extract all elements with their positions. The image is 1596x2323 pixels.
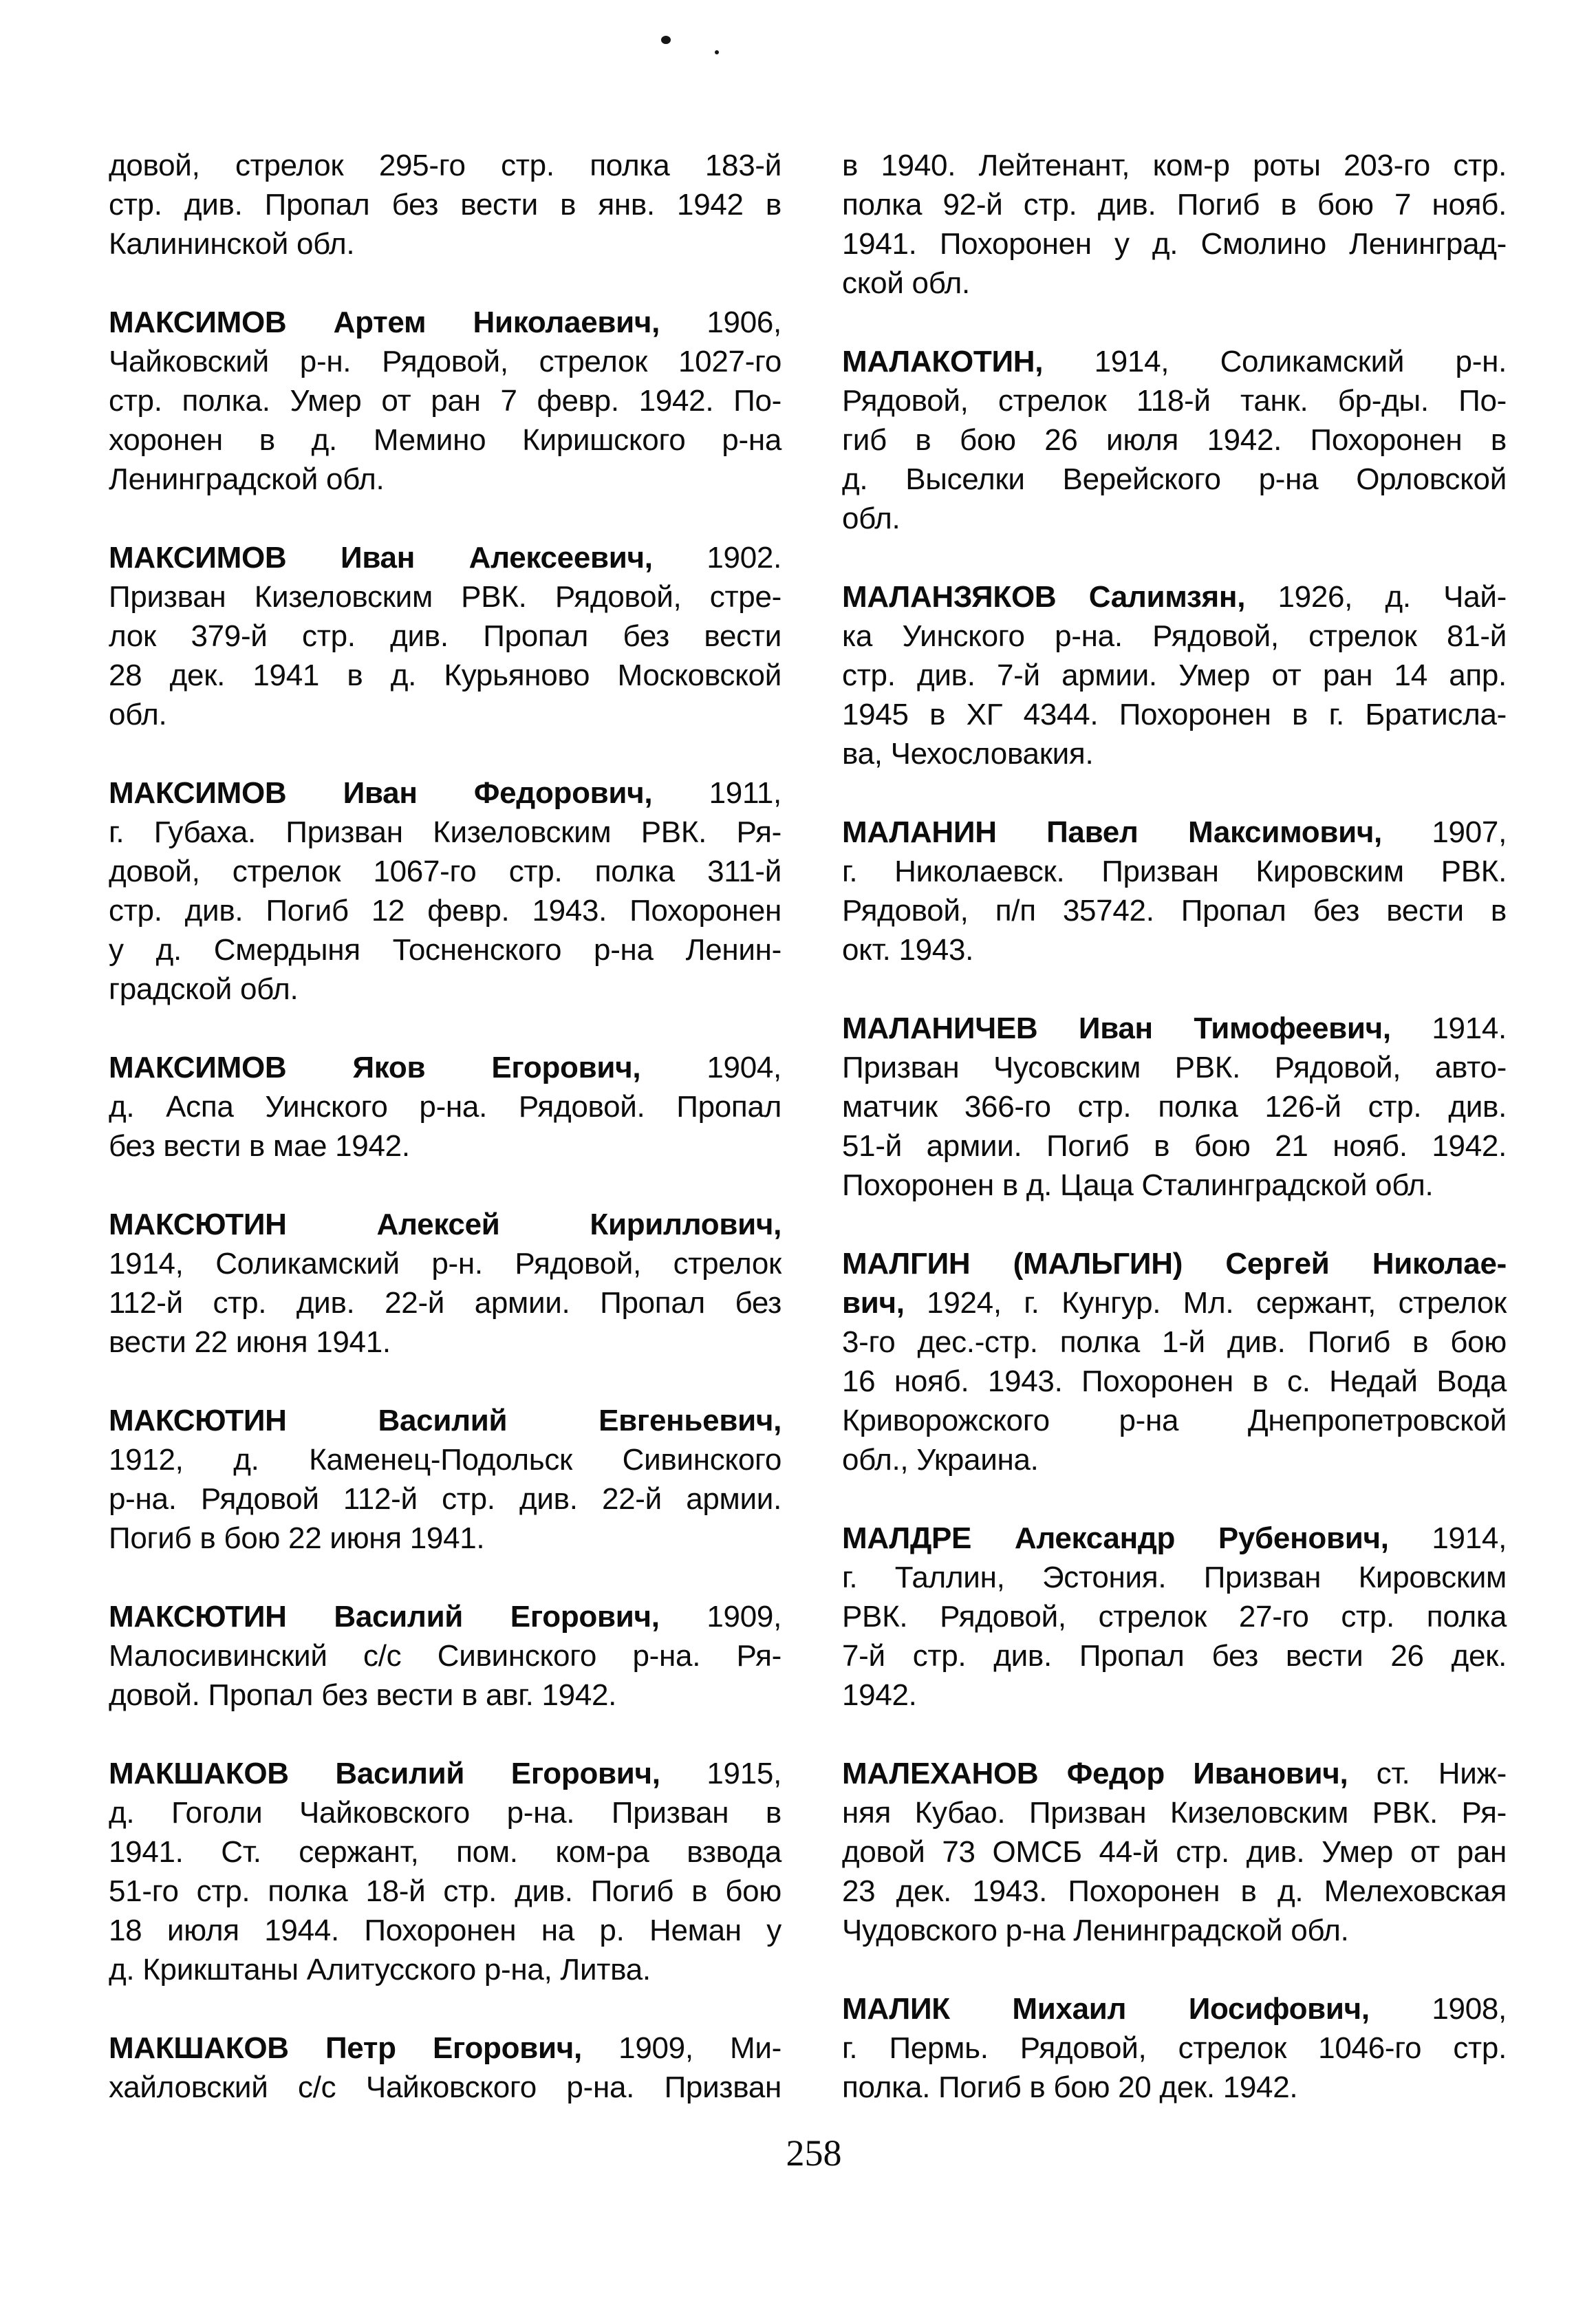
entry-text: Ленинградской обл. [109,462,385,496]
entry [842,1519,1507,1715]
entry-text: 1902. [652,541,781,575]
entry-text: 7-й стр. див. Пропал без вести 26 дек. [842,1639,1507,1673]
entry [842,1244,1507,1479]
entry-text: полка 92-й стр. див. Погиб в бою 7 нояб. [842,188,1507,222]
entry-line [109,1440,781,1479]
entry-text: полка. Погиб в бою 20 дек. 1942. [842,2070,1298,2104]
entry-line [109,970,781,1009]
entry-text: 1941. Ст. сержант, пом. ком-ра взвода [109,1835,781,1869]
entry-text: 1945 в ХГ 4344. Похоронен в г. Братисла- [842,698,1507,731]
entry-line [842,656,1507,695]
entry-text: 1909, [659,1600,781,1634]
entry-line [842,1558,1507,1597]
entry-text: ст. Ниж- [1348,1757,1507,1790]
entry [109,538,781,734]
entry-line [842,460,1507,499]
entry-line [109,1126,781,1166]
entry-name-bold: МАЛИК Михаил Иосифович, [842,1992,1370,2026]
entry-text: г. Губаха. Призван Кизеловским РВК. Ря- [109,815,781,849]
entry-name-bold: МАКСИМОВ Иван Алексеевич, [109,541,653,575]
entry-line [109,460,781,499]
entry-line [842,1362,1507,1401]
entry-text: г. Таллин, Эстония. Призван Кировским [842,1561,1507,1594]
entry-name-bold: МАЛАНИН Павел Максимович, [842,815,1382,849]
entry-line [109,1519,781,1558]
entry-text: обл. [842,502,901,535]
entry-line [109,303,781,342]
entry-text: 1914, [1388,1521,1507,1555]
entry-text: 1914, Соликамский р-н. Рядовой, стрелок [109,1247,781,1281]
entry-line [842,224,1507,264]
entry-line [109,146,781,185]
entry-text: 1941. Похоронен у д. Смолино Ленинград- [842,227,1507,261]
entry-line [842,1793,1507,1832]
entry-text: лок 379-й стр. див. Пропал без вести [109,619,781,653]
entry-name-bold: МАКСИМОВ Артем Николаевич, [109,306,660,339]
entry [109,773,781,1009]
entry-text: градской обл. [109,972,299,1006]
entry [109,303,781,499]
entry-name-bold: МАЛЕХАНОВ Федор Иванович, [842,1757,1348,1790]
entry-line [842,2028,1507,2068]
entry-name-bold: МАКСИМОВ Яков Егорович, [109,1051,641,1084]
entry-text: Криворожского р-на Днепропетровской [842,1404,1507,1437]
entry-text: няя Кубао. Призван Кизеловским РВК. Ря- [842,1796,1507,1830]
entry-line [842,1048,1507,1087]
entry [109,2028,781,2107]
entry-line [842,695,1507,734]
column-left [109,146,781,2107]
scan-speck [661,36,671,44]
entry-name-bold: МАЛАНЗЯКОВ Салимзян, [842,580,1246,614]
entry-line [842,1087,1507,1126]
entry-text: Рядовой, п/п 35742. Пропал без вести в [842,894,1507,928]
entry-text: г. Николаевск. Призван Кировским РВК. [842,855,1507,888]
entry-line [842,734,1507,773]
entry-line [109,1283,781,1323]
entry [842,1009,1507,1205]
entry [109,1597,781,1715]
entry-line [842,1323,1507,1362]
entry-text: РВК. Рядовой, стрелок 27-го стр. полка [842,1600,1507,1634]
entry-line [109,1872,781,1911]
entry-name-bold: МАКСЮТИН Василий Евгеньевич, [109,1404,781,1437]
entry-line [842,1989,1507,2028]
entry-line [109,813,781,852]
entry-line [109,577,781,617]
entry-text: окт. 1943. [842,933,974,967]
entry-text: стр. див. Погиб 12 февр. 1943. Похоронен [109,894,781,928]
entry-line [842,1009,1507,1048]
entry-line [842,891,1507,930]
column-right [842,146,1507,2107]
entry-text: обл. [109,698,167,731]
entry-line [109,224,781,264]
entry [842,813,1507,970]
entry-text: 1924, г. Кунгур. Мл. сержант, стрелок [904,1286,1507,1320]
entry-text: стр. див. Пропал без вести в янв. 1942 в [109,188,781,222]
entry-line [842,1636,1507,1676]
entry-text: р-на. Рядовой 112-й стр. див. 22-й армии. [109,1482,781,1516]
entry [842,577,1507,773]
entry-text: хайловский с/с Чайковского р-на. Призван [109,2070,781,2104]
entry-text: 1912, д. Каменец-Подольск Сивинского [109,1443,781,1477]
entry-line [842,2068,1507,2107]
entry-line [842,381,1507,420]
entry-line [109,538,781,577]
entry-text: Малосивинский с/с Сивинского р-на. Ря- [109,1639,781,1673]
entry-line [109,1244,781,1283]
entry-line [842,1597,1507,1636]
entry-text: 112-й стр. див. 22-й армии. Пропал без [109,1286,781,1320]
entry-line [109,1636,781,1676]
entry-line [842,1244,1507,1283]
entry-text: Погиб в бою 22 июня 1941. [109,1521,485,1555]
entry-line [109,1832,781,1872]
entry-text: 1915, [660,1757,781,1790]
entry-line [842,499,1507,538]
entry-text: 1904, [640,1051,781,1084]
scan-speck [715,50,719,54]
entry-line [842,264,1507,303]
entry-text: ка Уинского р-на. Рядовой, стрелок 81-й [842,619,1507,653]
entry-line [109,695,781,734]
entry-text: без вести в мае 1942. [109,1129,410,1163]
entry-line [109,1911,781,1950]
entry-line [109,1950,781,1989]
entry-line [842,577,1507,617]
entry-text: стр. полка. Умер от ран 7 февр. 1942. По- [109,384,781,418]
entry-line [842,1401,1507,1440]
entry [842,146,1507,303]
entry-text: Призван Кизеловским РВК. Рядовой, стре- [109,580,781,614]
entry-text: 1906, [660,306,781,339]
entry-line [842,852,1507,891]
entry [842,1754,1507,1950]
entry-line [842,1872,1507,1911]
entry-text: Чудовского р-на Ленинградской обл. [842,1914,1349,1947]
entry-name-bold: МАКСИМОВ Иван Федорович, [109,776,653,810]
entry [109,146,781,264]
entry-line [842,1832,1507,1872]
entry-line [109,773,781,813]
entry-text: 1909, Ми- [581,2031,781,2065]
entry-line [109,1676,781,1715]
entry-line [109,1479,781,1519]
entry-line [842,185,1507,224]
entry-text: 23 дек. 1943. Похоронен в д. Мелеховская [842,1874,1507,1908]
entry-text: 1914, Соликамский р-н. [1043,345,1507,378]
entry [842,1989,1507,2107]
entry-line [842,342,1507,381]
entry-text: Чайковский р-н. Рядовой, стрелок 1027-го [109,345,781,378]
entry-text: 16 нояб. 1943. Похоронен в с. Недай Вода [842,1364,1507,1398]
entry-text: д. Крикштаны Алитусского р-на, Литва. [109,1953,651,1987]
entry [109,1048,781,1166]
page-number: 258 [786,2132,842,2174]
entry-line [109,1754,781,1793]
entry [109,1205,781,1362]
entry-text: Калининской обл. [109,227,355,261]
entry-line [109,1793,781,1832]
entry-text: в 1940. Лейтенант, ком-р роты 203-го стр. [842,149,1507,182]
entry-line [842,146,1507,185]
entry-text: 1926, д. Чай- [1245,580,1507,614]
entry-line [842,1166,1507,1205]
entry-text: Рядовой, стрелок 118-й танк. бр-ды. По- [842,384,1507,418]
entry-text: ской обл. [842,266,970,300]
entry-text: 1942. [842,1678,917,1712]
entry-text: 1908, [1369,1992,1507,2026]
entry-text: 18 июля 1944. Похоронен на р. Неман у [109,1914,781,1947]
entry-text: г. Пермь. Рядовой, стрелок 1046-го стр. [842,2031,1507,2065]
entry-name-bold: МАЛГИН (МАЛЬГИН) Сергей Николае- [842,1247,1507,1281]
entry-line [109,1205,781,1244]
entry-line [842,1283,1507,1323]
entry-line [109,617,781,656]
entry [109,1401,781,1558]
entry-name-bold: МАКСЮТИН Алексей Кириллович, [109,1208,781,1241]
entry-line [109,1401,781,1440]
entry [842,342,1507,538]
entry-line [109,930,781,970]
entry-name-bold: МАЛАНИЧЕВ Иван Тимофеевич, [842,1011,1391,1045]
entry-line [109,2028,781,2068]
entry-text: у д. Смердыня Тосненского р-на Ленин- [109,933,781,967]
entry-line [109,852,781,891]
entry-text: 51-го стр. полка 18-й стр. див. Погиб в бою [109,1874,781,1908]
entry-line [842,1440,1507,1479]
entry-text: Похоронен в д. Цаца Сталинградской обл. [842,1168,1434,1202]
entry-line [109,420,781,460]
entry-line [109,1048,781,1087]
entry-text: 51-й армии. Погиб в бою 21 нояб. 1942. [842,1129,1507,1163]
entry-line [842,930,1507,970]
entry-line [842,420,1507,460]
entry-name-bold: МАЛДРЕ Александр Рубенович, [842,1521,1389,1555]
entry-name-bold: МАКСЮТИН Василий Егорович, [109,1600,660,1634]
entry-line [109,1597,781,1636]
entry-line [842,617,1507,656]
entry-name-bold: МАЛАКОТИН, [842,345,1044,378]
entry-line [842,1911,1507,1950]
entry-line [842,813,1507,852]
entry-line [842,1676,1507,1715]
entry [109,1754,781,1989]
entry-text: довой, стрелок 295-го стр. полка 183-й [109,149,781,182]
entry-text: 1907, [1382,815,1507,849]
entry-text: д. Выселки Верейского р-на Орловской [842,462,1507,496]
entry-line [109,342,781,381]
entry-text: 1911, [652,776,781,810]
entry-text: довой, стрелок 1067-го стр. полка 311-й [109,855,781,888]
entry-line [109,1087,781,1126]
entry-text: стр. див. 7-й армии. Умер от ран 14 апр. [842,659,1507,692]
entry-text: 1914. [1390,1011,1507,1045]
entry-line [109,185,781,224]
entry-text: хоронен в д. Мемино Киришского р-на [109,423,781,457]
entry-text: ва, Чехословакия. [842,737,1094,771]
entry-line [109,381,781,420]
entry-name-bold: МАКШАКОВ Василий Егорович, [109,1757,660,1790]
entry-line [109,2068,781,2107]
entry-line [109,891,781,930]
entry-text: обл., Украина. [842,1443,1039,1477]
entry-text: д. Аспа Уинского р-на. Рядовой. Пропал [109,1090,781,1124]
entry-text: д. Гоголи Чайковского р-на. Призван в [109,1796,781,1830]
entry-text: 28 дек. 1941 в д. Курьяново Московской [109,659,781,692]
entry-text: Призван Чусовским РВК. Рядовой, авто- [842,1051,1507,1084]
entry-text: 3-го дес.-стр. полка 1-й див. Погиб в бою [842,1325,1507,1359]
entry-name-bold: вич, [842,1286,905,1320]
entry-line [109,656,781,695]
entry-line [842,1519,1507,1558]
entry-name-bold: МАКШАКОВ Петр Егорович, [109,2031,582,2065]
entry-text: гиб в бою 26 июля 1942. Похоронен в [842,423,1507,457]
entry-line [842,1754,1507,1793]
entry-text: довой 73 ОМСБ 44-й стр. див. Умер от ран [842,1835,1507,1869]
entry-text: довой. Пропал без вести в авг. 1942. [109,1678,617,1712]
entry-text: матчик 366-го стр. полка 126-й стр. див. [842,1090,1507,1124]
entry-line [842,1126,1507,1166]
entry-text: вести 22 июня 1941. [109,1325,391,1359]
entry-line [109,1323,781,1362]
